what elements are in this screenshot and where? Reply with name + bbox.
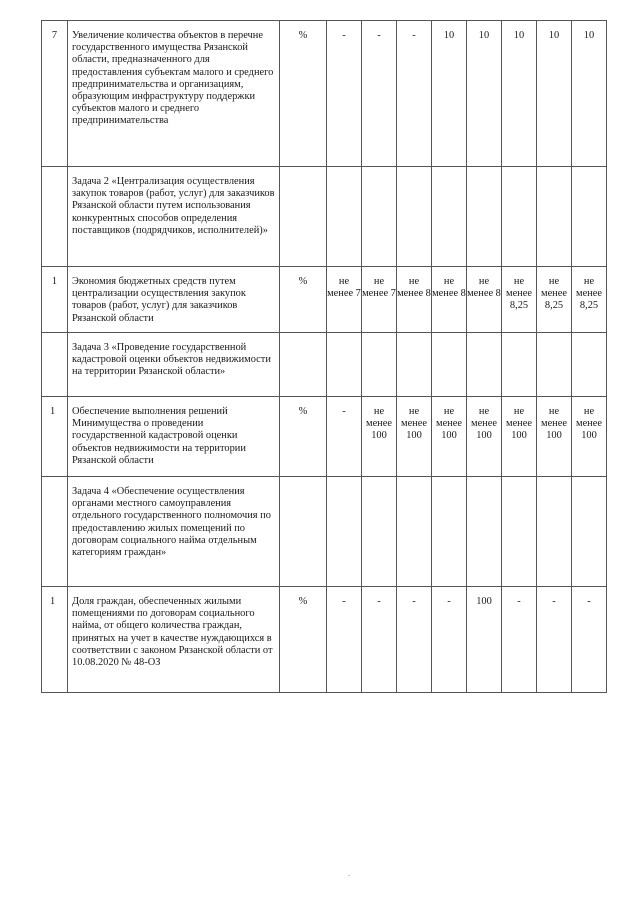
row-number	[42, 333, 68, 397]
value-cell	[362, 167, 397, 267]
value-cell	[327, 167, 362, 267]
unit-cell	[280, 167, 327, 267]
value-cell: не менее 100	[432, 397, 467, 477]
task-title: Задача 4 «Обеспечение осуществления органами местного самоуправления отдельного государственного полномочия по предоставлению жилых помещений по договорам социального найма отдельным категориям граждан»	[68, 477, 280, 587]
value-cell: -	[502, 587, 537, 693]
value-cell: -	[327, 587, 362, 693]
unit-cell	[280, 333, 327, 397]
value-cell	[467, 167, 502, 267]
value-cell	[362, 333, 397, 397]
value-cell: не менее 100	[537, 397, 572, 477]
indicator-row	[42, 21, 607, 167]
value-cell	[397, 477, 432, 587]
value-cell: -	[537, 587, 572, 693]
value-cell: -	[397, 587, 432, 693]
value-cell	[572, 167, 607, 267]
unit-cell: %	[280, 21, 327, 167]
value-cell	[502, 477, 537, 587]
unit-cell: %	[280, 587, 327, 693]
value-cell: -	[397, 21, 432, 167]
value-cell	[327, 477, 362, 587]
row-number: 1	[42, 397, 68, 477]
indicator-row	[42, 587, 607, 693]
indicator-name: Экономия бюджетных средств путем централизации осуществления закупок товаров (работ, услуг) для заказчиков Рязанской области	[68, 267, 280, 333]
value-cell	[362, 477, 397, 587]
value-cell: не менее 7	[362, 267, 397, 333]
value-cell: -	[327, 21, 362, 167]
value-cell: не менее 8	[467, 267, 502, 333]
row-number: 7	[42, 21, 68, 167]
value-cell: -	[362, 587, 397, 693]
value-cell: не менее 100	[362, 397, 397, 477]
row-number: 1	[42, 587, 68, 693]
value-cell	[432, 333, 467, 397]
value-cell	[502, 333, 537, 397]
page-mark: .	[348, 868, 351, 878]
value-cell: -	[327, 397, 362, 477]
task-title: Задача 2 «Централизация осуществления закупок товаров (работ, услуг) для заказчиков Рязанской области путем использования конкурентных способов определения поставщиков (подрядчиков, исполнителей)»	[68, 167, 280, 267]
value-cell: не менее 100	[467, 397, 502, 477]
value-cell	[327, 333, 362, 397]
value-cell: -	[362, 21, 397, 167]
value-cell: 10	[502, 21, 537, 167]
indicator-name: Увеличение количества объектов в перечне государственного имущества Рязанской области, предназначенного для предоставления субъектам малого и среднего предпринимательства и организациям, образующим инфраструктуру поддержки субъектов малого и среднего предпринимательства	[68, 21, 280, 167]
value-cell: -	[572, 587, 607, 693]
row-number: 1	[42, 267, 68, 333]
value-cell	[432, 477, 467, 587]
value-cell: 10	[432, 21, 467, 167]
row-number	[42, 477, 68, 587]
value-cell: не менее 100	[502, 397, 537, 477]
task-row	[42, 333, 607, 397]
value-cell	[397, 167, 432, 267]
indicators-table	[41, 20, 607, 693]
task-title: Задача 3 «Проведение государственной кадастровой оценки объектов недвижимости на территории Рязанской области»	[68, 333, 280, 397]
value-cell: не менее 8	[432, 267, 467, 333]
task-row	[42, 167, 607, 267]
value-cell: не менее 100	[397, 397, 432, 477]
value-cell	[537, 167, 572, 267]
value-cell: 100	[467, 587, 502, 693]
value-cell: не менее 8,25	[537, 267, 572, 333]
value-cell	[537, 477, 572, 587]
value-cell: не менее 8,25	[572, 267, 607, 333]
indicator-name: Доля граждан, обеспеченных жилыми помещениями по договорам социального найма, от общего количества граждан, принятых на учет в качестве нуждающихся в соответствии с законом Рязанской области от 10.08.2020 № 48-ОЗ	[68, 587, 280, 693]
value-cell	[572, 333, 607, 397]
unit-cell: %	[280, 267, 327, 333]
value-cell	[572, 477, 607, 587]
value-cell: 10	[467, 21, 502, 167]
value-cell: 10	[572, 21, 607, 167]
indicator-row	[42, 267, 607, 333]
value-cell: не менее 8	[397, 267, 432, 333]
indicator-row	[42, 397, 607, 477]
value-cell	[397, 333, 432, 397]
value-cell	[467, 477, 502, 587]
unit-cell	[280, 477, 327, 587]
value-cell	[432, 167, 467, 267]
value-cell	[502, 167, 537, 267]
task-row	[42, 477, 607, 587]
value-cell	[537, 333, 572, 397]
value-cell: не менее 100	[572, 397, 607, 477]
value-cell: не менее 8,25	[502, 267, 537, 333]
row-number	[42, 167, 68, 267]
value-cell: 10	[537, 21, 572, 167]
indicator-name: Обеспечение выполнения решений Минимущества о проведении государственной кадастровой оценки объектов недвижимости на территории Рязанской области	[68, 397, 280, 477]
value-cell	[467, 333, 502, 397]
value-cell: -	[432, 587, 467, 693]
value-cell: не менее 7	[327, 267, 362, 333]
unit-cell: %	[280, 397, 327, 477]
